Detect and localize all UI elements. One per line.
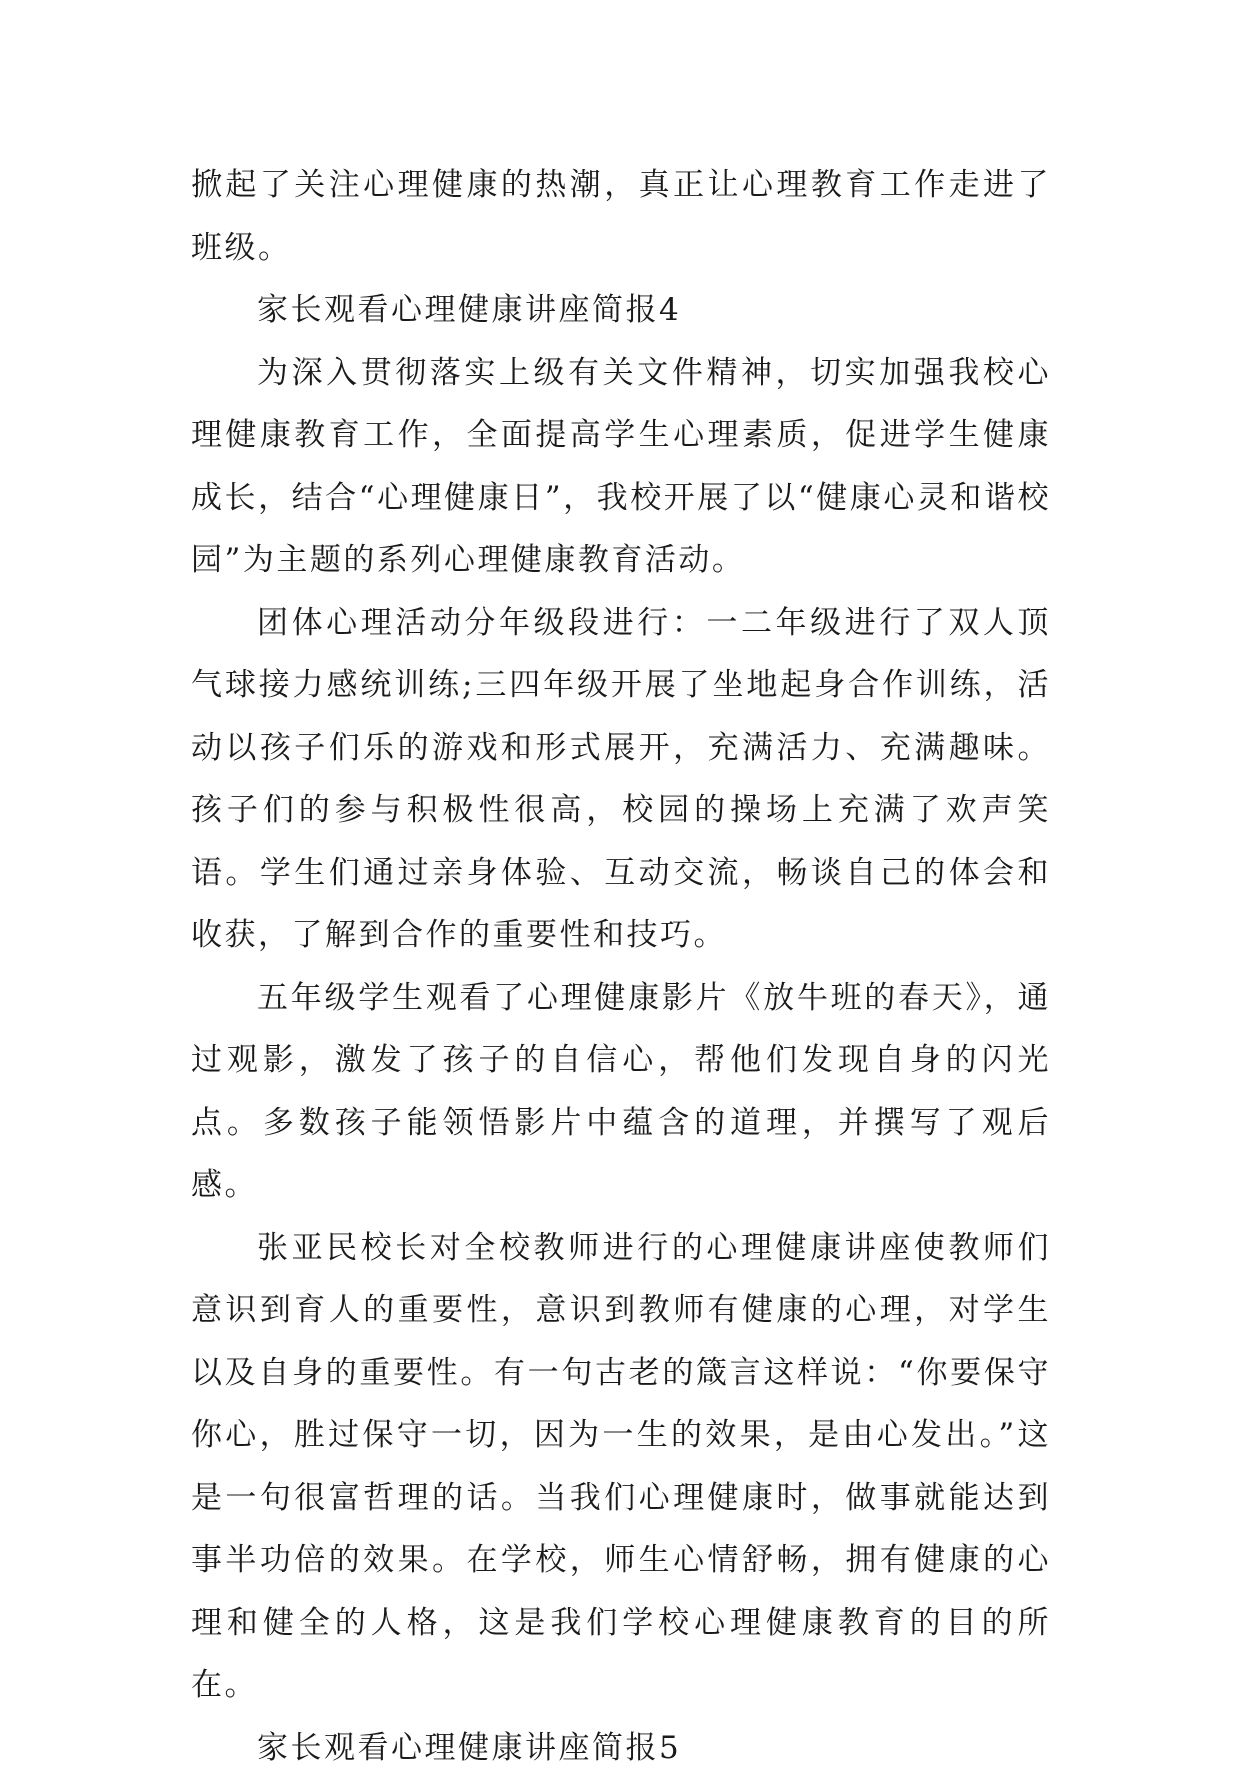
section-heading-4: 家长观看心理健康讲座简报4 — [191, 279, 1051, 342]
paragraph-group-activity: 团体心理活动分年级段进行：一二年级进行了双人顶气球接力感统训练;三四年级开展了坐地起身合作训练，活动以孩子们乐的游戏和形式展开，充满活力、充满趣味。孩子们的参与积极性很高，校园的操场上充满了欢声笑语。学生们通过亲身体验、互动交流，畅谈自己的体会和收获，了解到合作的重要性和技巧。 — [191, 592, 1051, 967]
paragraph-continuation: 掀起了关注心理健康的热潮，真正让心理教育工作走进了班级。 — [191, 154, 1051, 279]
paragraph-intro: 为深入贯彻落实上级有关文件精神，切实加强我校心理健康教育工作，全面提高学生心理素质，促进学生健康成长，结合“心理健康日”，我校开展了以“健康心灵和谐校园”为主题的系列心理健康教育活动。 — [191, 342, 1051, 592]
paragraph-principal-lecture: 张亚民校长对全校教师进行的心理健康讲座使教师们意识到育人的重要性，意识到教师有健康的心理，对学生以及自身的重要性。有一句古老的箴言这样说：“你要保守你心，胜过保守一切，因为一生的效果，是由心发出。”这是一句很富哲理的话。当我们心理健康时，做事就能达到事半功倍的效果。在学校，师生心情舒畅，拥有健康的心理和健全的人格，这是我们学校心理健康教育的目的所在。 — [191, 1217, 1051, 1717]
section-heading-5: 家长观看心理健康讲座简报5 — [191, 1717, 1051, 1779]
document-body — [191, 154, 1051, 1779]
paragraph-film: 五年级学生观看了心理健康影片《放牛班的春天》，通过观影，激发了孩子的自信心，帮他们发现自身的闪光点。多数孩子能领悟影片中蕴含的道理，并撰写了观后感。 — [191, 967, 1051, 1217]
